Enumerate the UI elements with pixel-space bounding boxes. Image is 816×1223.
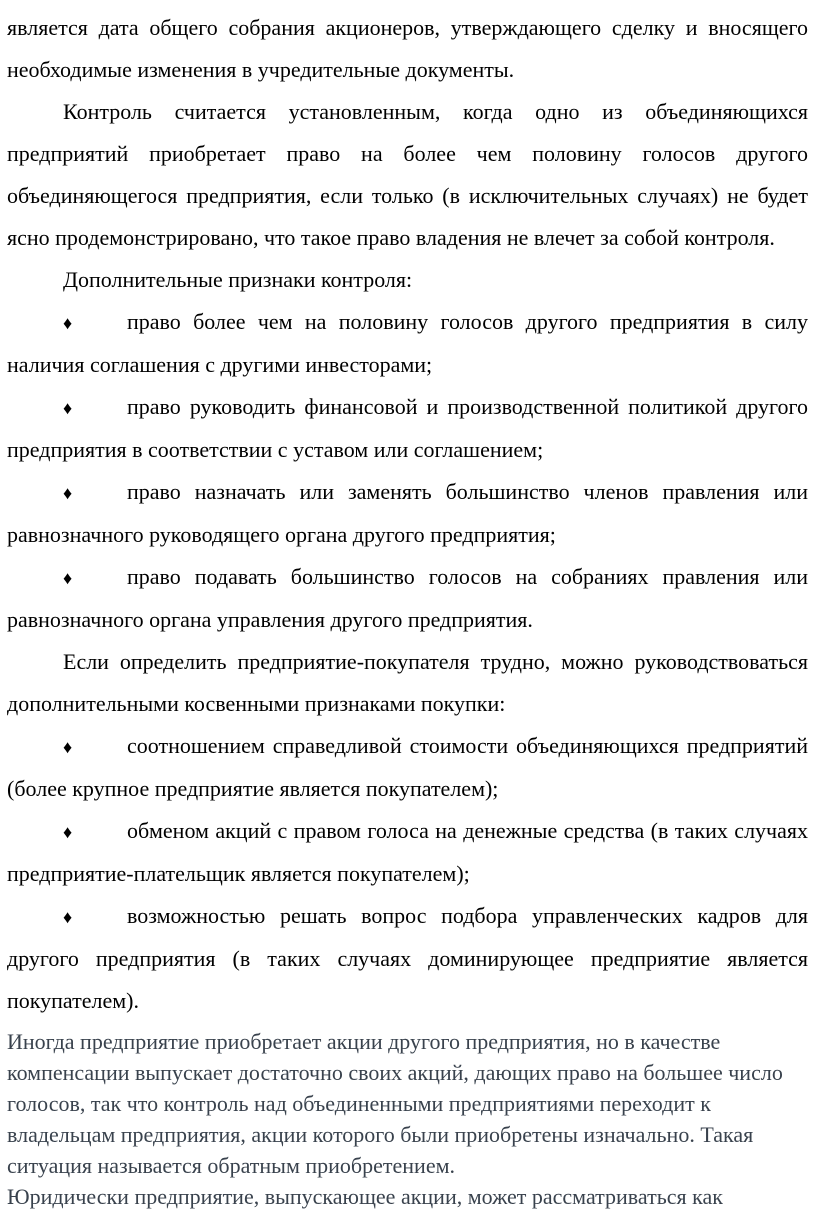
diamond-bullet-icon: ♦: [63, 737, 73, 757]
bullet-item-text: право подавать большинство голосов на собраниях правления или равнозначного органа управления другого предприятия.: [7, 564, 808, 632]
bullet-item: [7, 895, 808, 1022]
diamond-bullet-icon: ♦: [63, 313, 73, 333]
diamond-bullet-icon: ♦: [63, 822, 73, 842]
paragraph-continuation: является дата общего собрания акционеров, утверждающего сделку и вносящего необходимые изменения в учредительные документы.: [7, 15, 808, 82]
bullet-item: [7, 810, 808, 895]
paragraph-control-definition: Контроль считается установленным, когда одно из объединяющихся предприятий приобретает право на более чем половину голосов другого объединяющегося предприятия, если только (в исключительных случаях) не будет ясно продемонстрировано, что такое право владения не влечет за собой контроля.: [7, 99, 808, 250]
bullet-item-text: обменом акций с правом голоса на денежные средства (в таких случаях предприятие-плательщик является покупателем);: [7, 818, 808, 886]
diamond-bullet-icon: ♦: [63, 398, 73, 418]
bullet-item-text: право назначать или заменять большинство членов правления или равнозначного руководящего органа другого предприятия;: [7, 479, 808, 547]
diamond-bullet-icon: ♦: [63, 568, 73, 588]
diamond-bullet-icon: ♦: [63, 483, 73, 503]
diamond-bullet-icon: ♦: [63, 907, 73, 927]
bullet-item-text: право более чем на половину голосов другого предприятия в силу наличия соглашения с другими инвесторами;: [7, 309, 808, 377]
bullet-item: [7, 725, 808, 810]
paragraph-legal-view-cutoff: Юридически предприятие, выпускающее акции, может рассматриваться как: [7, 1184, 723, 1209]
bullet-item-text: право руководить финансовой и производственной политикой другого предприятия в соответствии с уставом или соглашением;: [7, 394, 808, 462]
bullet-item: [7, 556, 808, 641]
paragraph-reverse-acquisition: Иногда предприятие приобретает акции другого предприятия, но в качестве компенсации выпускает достаточно своих акций, дающих право на большее число голосов, так что контроль над объединенными предприятиями переходит к владельцам предприятия, акции которого были приобретены изначально. Такая ситуация называется обратным приобретением.: [7, 1029, 783, 1178]
main-text-section: [7, 7, 808, 1022]
bullet-item-text: возможностью решать вопрос подбора управленческих кадров для другого предприятия (в таких случаях доминирующее предприятие является покупателем).: [7, 903, 808, 1013]
bullet-item: [7, 301, 808, 386]
closing-text-section: [7, 1026, 808, 1212]
paragraph-buyer-identification: Если определить предприятие-покупателя трудно, можно руководствоваться дополнительными косвенными признаками покупки:: [7, 649, 808, 716]
bullet-item-text: соотношением справедливой стоимости объединяющихся предприятий (более крупное предприятие является покупателем);: [7, 733, 808, 801]
bullet-item: [7, 471, 808, 556]
paragraph-control-signs-heading: Дополнительные признаки контроля:: [63, 267, 413, 292]
bullet-item: [7, 386, 808, 471]
